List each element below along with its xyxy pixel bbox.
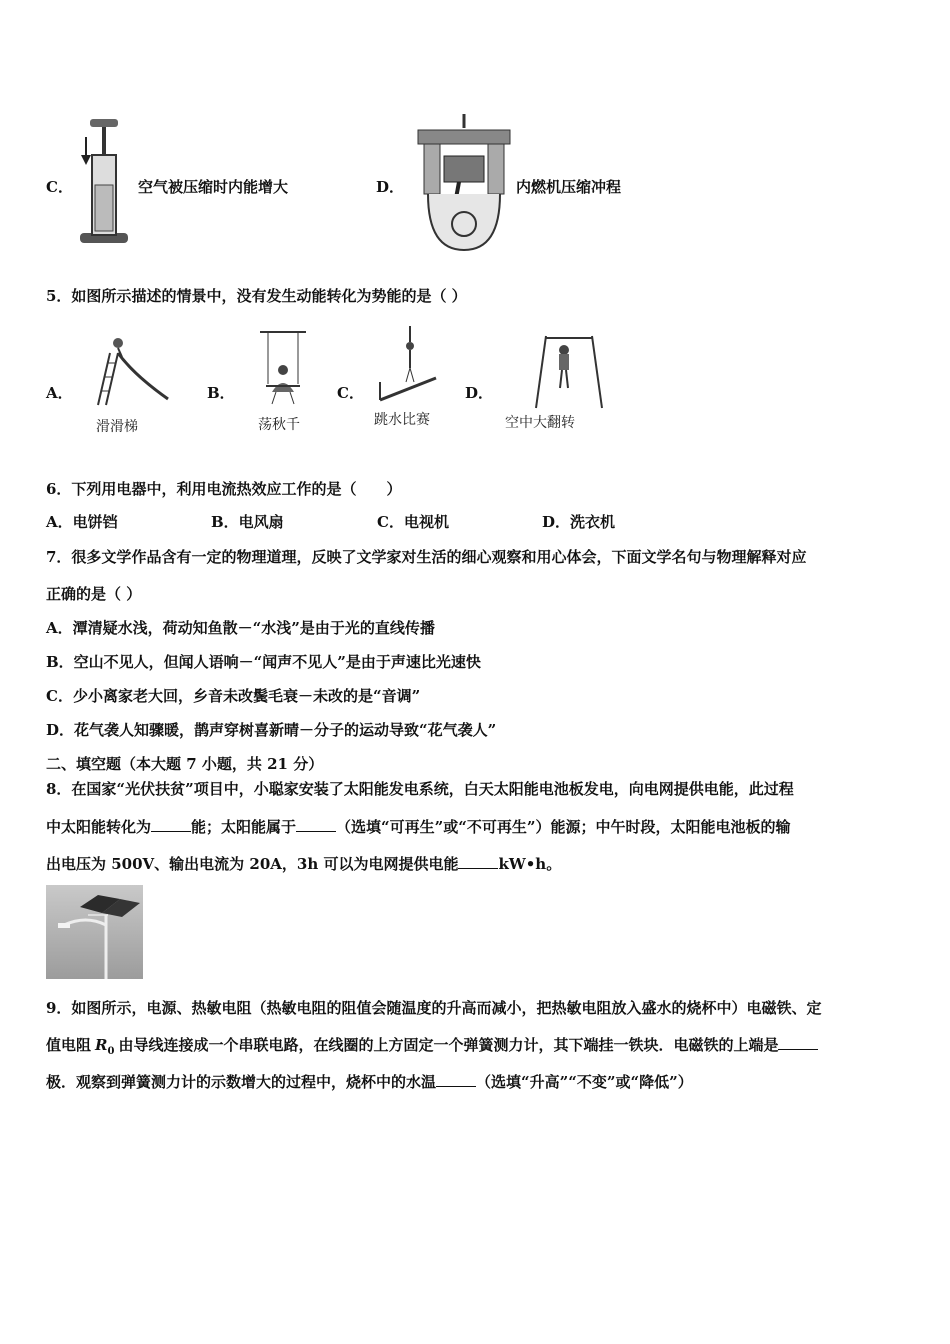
- q5-caption-c: 跳水比赛: [374, 412, 430, 428]
- q5-stem: 5．如图所示描述的情景中，没有发生动能转化为势能的是（ ）: [46, 287, 467, 305]
- swing-figure: [258, 330, 308, 408]
- q8-line2-part-c: （选填“可再生”或“不可再生”）能源；中午时段，太阳能电池板的输: [336, 818, 791, 836]
- q8-line2-part-b: 能；太阳能属于: [191, 818, 297, 836]
- diving-figure: [376, 322, 438, 404]
- q9-line3-part-b: （选填“升高”“不变”或“降低”）: [476, 1073, 693, 1091]
- q7-stem-line1: 7．很多文学作品含有一定的物理道理，反映了文学家对生活的细心观察和用心体会，下面文学名句与物理解释对应: [46, 548, 807, 566]
- air-compression-figure: [78, 115, 130, 247]
- q6-option-b: B．电风扇: [211, 513, 284, 531]
- q8-line3-part-a: 出电压为 500V、输出电流为 20A，3h 可以为电网提供电能: [46, 855, 459, 873]
- q8-line3: [46, 854, 561, 874]
- q5-option-a-letter: A．: [46, 384, 73, 402]
- q9-line2: [46, 1035, 818, 1062]
- option-d-text: 内燃机压缩冲程: [516, 178, 622, 196]
- q5-option-d-letter: D．: [465, 384, 494, 402]
- q9-line1: 9．如图所示，电源、热敏电阻（热敏电阻的阻值会随温度的升高而减小，把热敏电阻放入盛水的烧杯中）电磁铁、定: [46, 999, 822, 1017]
- q9-line2-part-b: 由导线连接成一个串联电路，在线圈的上方固定一个弹簧测力计，其下端挂一铁块．电磁铁的上端是: [118, 1036, 779, 1054]
- q9-line3: [46, 1072, 693, 1092]
- q9-blank-2[interactable]: [436, 1072, 476, 1087]
- q8-blank-3[interactable]: [458, 854, 498, 869]
- q7-option-c: C．少小离家老大回，乡音未改鬓毛衰－未改的是“音调”: [46, 687, 421, 705]
- solar-street-light-figure: [46, 885, 143, 979]
- q5-option-b-letter: B．: [207, 384, 235, 402]
- q5-caption-a: 滑滑梯: [96, 419, 138, 435]
- gymnastics-figure: [532, 332, 606, 410]
- q8-blank-2[interactable]: [296, 817, 336, 832]
- q9-blank-1[interactable]: [778, 1035, 818, 1050]
- q7-option-d: D．花气袭人知骤暖，鹊声穿树喜新晴－分子的运动导致“花气袭人”: [46, 721, 497, 739]
- q6-option-d: D．洗衣机: [542, 513, 616, 531]
- q9-resistor-subscript: 0: [107, 1046, 115, 1057]
- section-heading: 二、填空题（本大题 7 小题，共 21 分）: [46, 755, 324, 773]
- q6-option-a: A．电饼铛: [46, 513, 118, 531]
- q6-option-c: C．电视机: [377, 513, 449, 531]
- q9-line2-part-a: 值电阻: [46, 1036, 92, 1054]
- q5-option-c-letter: C．: [337, 384, 364, 402]
- q9-line3-part-a: 极．观察到弹簧测力计的示数增大的过程中，烧杯中的水温: [46, 1073, 437, 1091]
- q5-caption-b: 荡秋千: [258, 417, 300, 433]
- q8-line2: [46, 817, 791, 837]
- engine-compression-figure: [414, 112, 514, 252]
- q7-option-b: B．空山不见人，但闻人语响－“闻声不见人”是由于声速比光速快: [46, 653, 481, 671]
- q8-line1: 8．在国家“光伏扶贫”项目中，小聪家安装了太阳能发电系统，白天太阳能电池板发电，向电网提供电能，此过程: [46, 780, 794, 798]
- q7-stem-line2: 正确的是（ ）: [46, 585, 142, 603]
- q5-caption-d: 空中大翻转: [505, 415, 575, 431]
- slide-figure: [88, 335, 172, 409]
- q8-line2-part-a: 中太阳能转化为: [46, 818, 152, 836]
- q8-blank-1[interactable]: [151, 817, 191, 832]
- q8-line3-part-b: kW•h。: [498, 855, 562, 873]
- option-d-letter: D．: [376, 178, 405, 196]
- q9-resistor-symbol: R: [95, 1036, 108, 1054]
- q7-option-a: A．潭清疑水浅，荷动知鱼散－“水浅”是由于光的直线传播: [46, 619, 435, 637]
- q6-stem: 6．下列用电器中，利用电流热效应工作的是（ ）: [46, 480, 402, 498]
- option-c-letter: C．: [46, 178, 73, 196]
- option-c-text: 空气被压缩时内能增大: [138, 178, 289, 196]
